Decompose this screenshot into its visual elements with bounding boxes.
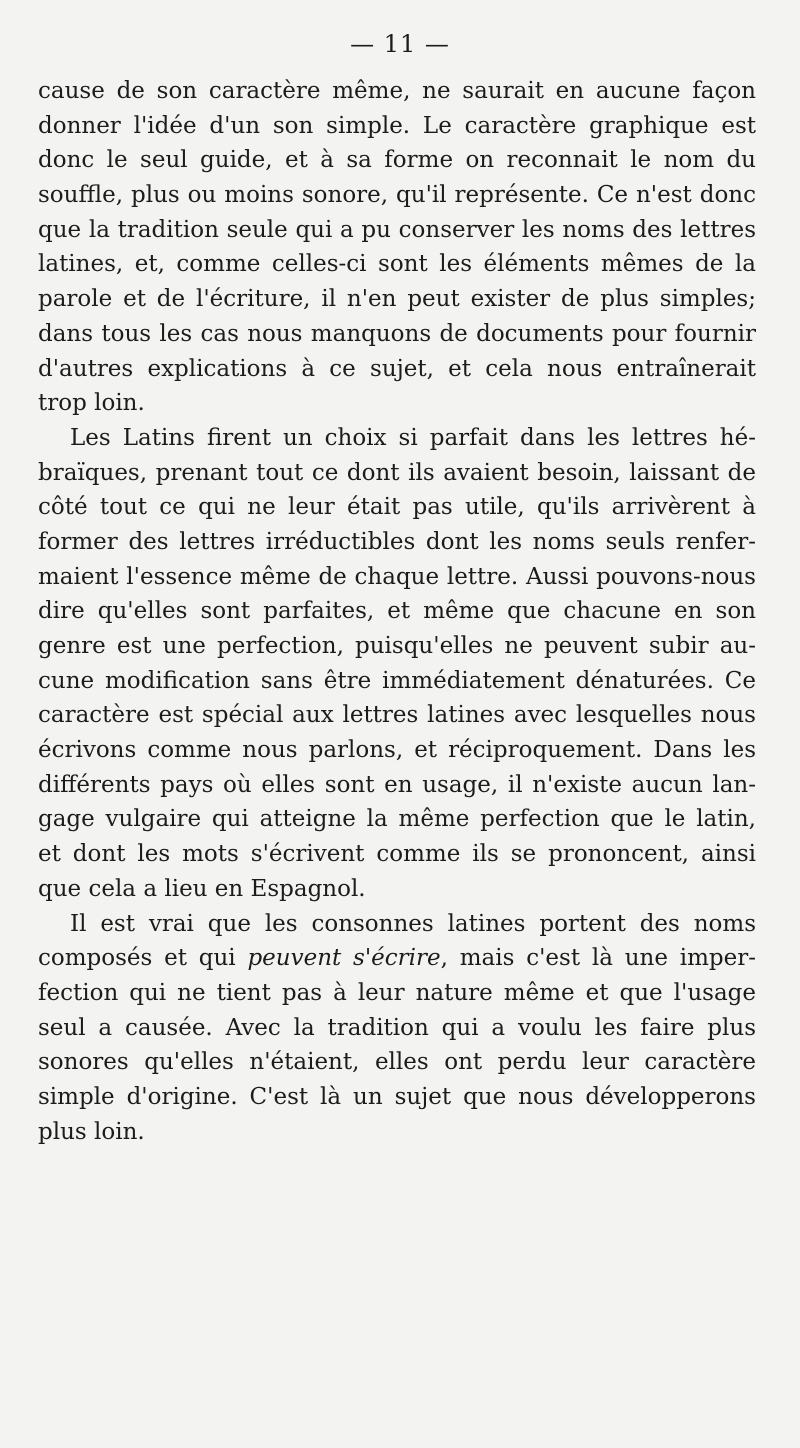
text-line: cause de son caractère même, ne saurait en aucune façon	[38, 78, 756, 104]
text-line: d'autres explications à ce sujet, et cela nous entraînerait	[38, 355, 756, 382]
text-line: Les Latins firent un choix si parfait dans les lettres hé-	[70, 424, 756, 451]
text-line: et dont les mots s'écrivent comme ils se prononcent, ainsi	[38, 841, 756, 868]
text-segment: composés et qui	[38, 945, 248, 972]
text-line: former des lettres irréductibles dont les noms seuls renfer-	[38, 528, 756, 555]
text-line: dire qu'elles sont parfaites, et même que chacune en son	[38, 598, 756, 625]
text-line: genre est une perfection, puisqu'elles ne peuvent subir au-	[38, 633, 756, 659]
text-line: sonores qu'elles n'étaient, elles ont perdu leur caractère	[38, 1049, 756, 1076]
text-line: différents pays où elles sont en usage, il n'existe aucun lan-	[38, 771, 756, 798]
text-line: souffle, plus ou moins sonore, qu'il représente. Ce n'est donc	[38, 182, 756, 209]
text-line: dans tous les cas nous manquons de documents pour fournir	[38, 320, 756, 347]
text-line: que cela a lieu en Espagnol.	[38, 875, 366, 902]
text-line-with-italic	[38, 941, 756, 976]
text-line: parole et de l'écriture, il n'en peut exister de plus simples;	[38, 286, 756, 313]
text-line: braïques, prenant tout ce dont ils avaient besoin, laissant de	[38, 459, 756, 486]
paragraph	[38, 74, 756, 421]
paragraph	[38, 907, 756, 1150]
text-line: caractère est spécial aux lettres latines avec lesquelles nous	[38, 702, 756, 729]
text-line: simple d'origine. C'est là un sujet que nous développerons	[38, 1083, 756, 1110]
text-line: seul a causée. Avec la tradition qui a voulu les faire plus	[38, 1014, 756, 1041]
text-line: côté tout ce qui ne leur était pas utile, qu'ils arrivèrent à	[38, 494, 756, 521]
text-line: Il est vrai que les consonnes latines portent des noms	[70, 910, 756, 937]
text-line: fection qui ne tient pas à leur nature même et que l'usage	[38, 979, 756, 1006]
text-segment: , mais c'est là une imper-	[440, 945, 756, 972]
text-line: donc le seul guide, et à sa forme on reconnait le nom du	[38, 147, 756, 174]
page-number: — 11 —	[350, 30, 450, 58]
paragraph	[38, 421, 756, 907]
text-line: cune modification sans être immédiatement dénaturées. Ce	[38, 667, 756, 694]
text-line: plus loin.	[38, 1118, 145, 1145]
text-line: écrivons comme nous parlons, et réciproquement. Dans les	[38, 737, 756, 764]
text-line: maient l'essence même de chaque lettre. Aussi pouvons-nous	[38, 563, 756, 590]
text-line: latines, et, comme celles-ci sont les éléments mêmes de la	[38, 251, 756, 278]
text-line: que la tradition seule qui a pu conserver les noms des lettres	[38, 216, 756, 243]
text-line: gage vulgaire qui atteigne la même perfection que le latin,	[38, 806, 756, 833]
text-line: donner l'idée d'un son simple. Le caractère graphique est	[38, 112, 756, 139]
body-text	[38, 74, 756, 1149]
text-line: trop loin.	[38, 390, 145, 417]
italic-phrase: peuvent s'écrire	[247, 945, 441, 972]
